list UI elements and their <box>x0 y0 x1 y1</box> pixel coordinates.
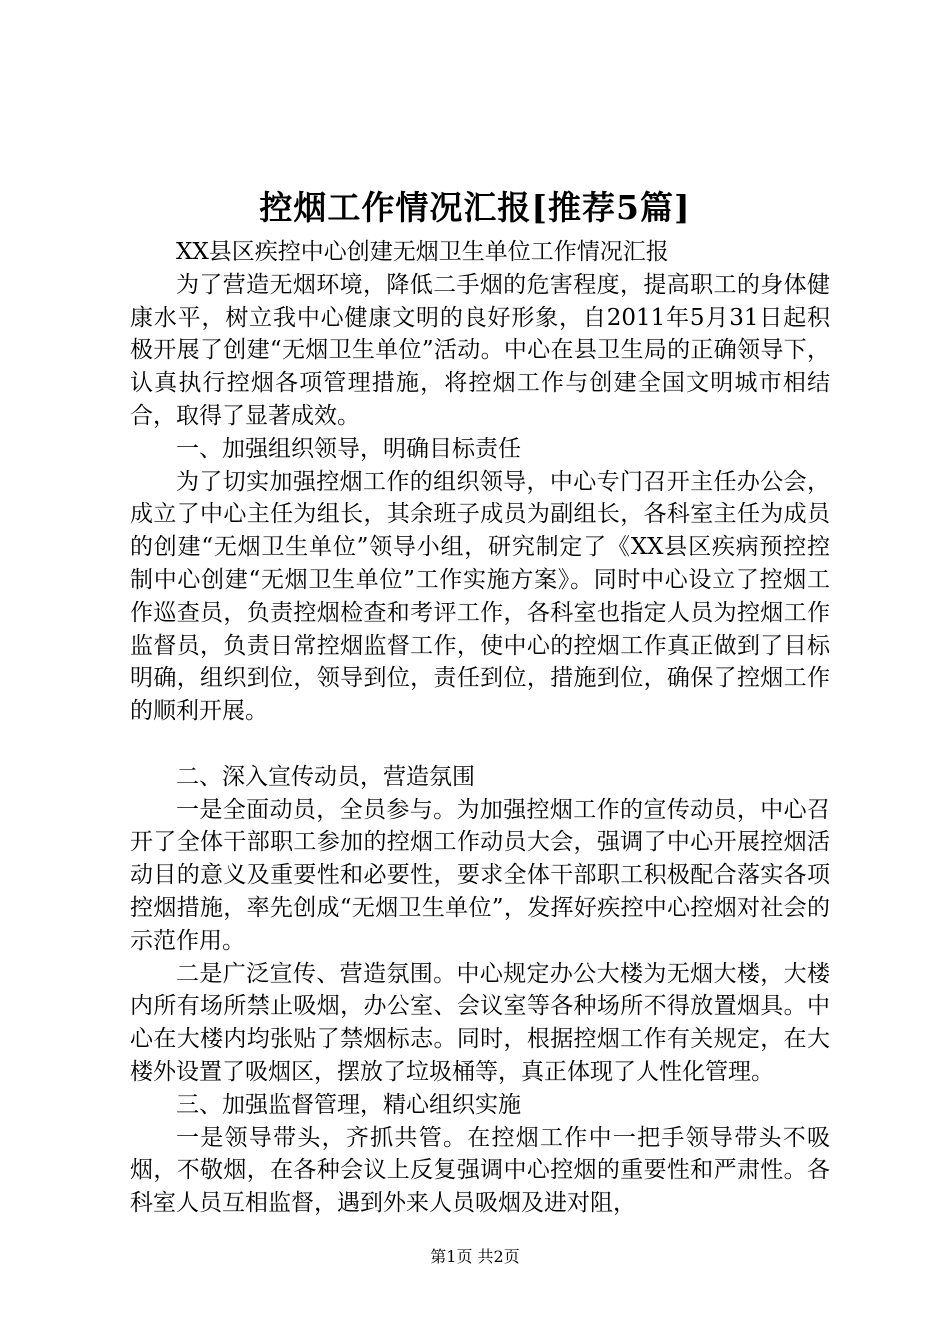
section-heading-2: 二、深入宣传动员，营造氛围 <box>176 763 475 790</box>
paragraph-section-2b: 二是广泛宣传、营造氛围。中心规定办公大楼为无烟大楼，大楼内所有场所禁止吸烟，办公室、会议室等各种场所不得放置烟具。中心在大楼内均张贴了禁烟标志。同时，根据控烟工作有关规定，在大楼外设置了吸烟区，摆放了垃圾桶等，真正体现了人性化管理。 <box>130 960 830 1085</box>
blank-line <box>130 728 830 761</box>
document-body <box>130 236 830 1220</box>
paragraph-intro: 为了营造无烟环境，降低二手烟的危害程度，提高职工的身体健康水平，树立我中心健康文明的良好形象，自2011年5月31日起积极开展了创建“无烟卫生单位”活动。中心在县卫生局的正确领导下，认真执行控烟各项管理措施，将控烟工作与创建全国文明城市相结合，取得了显著成效。 <box>130 271 830 429</box>
section-heading-1: 一、加强组织领导，明确目标责任 <box>176 435 521 462</box>
paragraph-section-2a: 一是全面动员，全员参与。为加强控烟工作的宣传动员，中心召开了全体干部职工参加的控烟工作动员大会，强调了中心开展控烟活动目的意义及重要性和必要性，要求全体干部职工积极配合落实各项控烟措施，率先创成“无烟卫生单位”，发挥好疾控中心控烟对社会的示范作用。 <box>130 796 830 954</box>
paragraph-subtitle: XX县区疾控中心创建无烟卫生单位工作情况汇报 <box>176 239 669 265</box>
section-heading-3: 三、加强监督管理，精心组织实施 <box>176 1091 521 1118</box>
page-footer: 第1页 共2页 <box>430 1247 520 1266</box>
document-title: 控烟工作情况汇报[推荐5篇] <box>259 188 691 227</box>
paragraph-section-1: 为了切实加强控烟工作的组织领导，中心专门召开主任办公会，成立了中心主任为组长，其余班子成员为副组长，各科室主任为成员的创建“无烟卫生单位”领导小组，研究制定了《XX县区疾病预控控制中心创建“无烟卫生单位”工作实施方案》。同时中心设立了控烟工作巡查员，负责控烟检查和考评工作，各科室也指定人员为控烟工作监督员，负责日常控烟监督工作，使中心的控烟工作真正做到了目标明确，组织到位，领导到位，责任到位，措施到位，确保了控烟工作的顺利开展。 <box>130 468 830 725</box>
paragraph-section-3a: 一是领导带头，齐抓共管。在控烟工作中一把手领导带头不吸烟，不敬烟，在各种会议上反复强调中心控烟的重要性和严肃性。各科室人员互相监督，遇到外来人员吸烟及进对阻， <box>130 1124 830 1217</box>
